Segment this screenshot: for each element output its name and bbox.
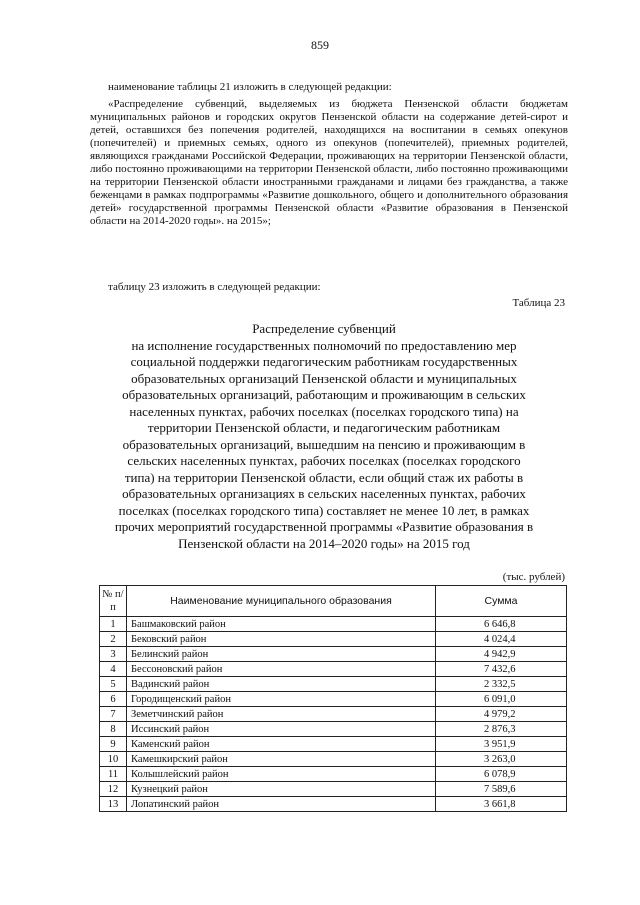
title-line: населенных пунктах, рабочих поселках (поселках городского типа) на [129, 403, 519, 419]
table-row [100, 647, 567, 662]
table-row [100, 722, 567, 737]
row-name: Каменский район [127, 737, 436, 752]
table-row [100, 752, 567, 767]
row-sum: 6 091,0 [436, 692, 567, 707]
row-number: 3 [100, 647, 127, 662]
table-row [100, 737, 567, 752]
table-row [100, 617, 567, 632]
title-line: образовательных организаций Пензенской области и муниципальных [131, 370, 517, 386]
row-sum: 4 979,2 [436, 707, 567, 722]
table-row [100, 797, 567, 812]
row-sum: 4 024,4 [436, 632, 567, 647]
row-number: 8 [100, 722, 127, 737]
title-line: Распределение субвенций [252, 321, 396, 336]
subsidy-table [99, 585, 567, 812]
row-number: 12 [100, 782, 127, 797]
row-number: 1 [100, 617, 127, 632]
title-line: прочих мероприятий государственной программы «Развитие образования в [114, 519, 534, 534]
row-name: Вадинский район [127, 677, 436, 692]
table-row [100, 782, 567, 797]
row-sum: 3 951,9 [436, 737, 567, 752]
title-line: на исполнение государственных полномочий по предоставлению мер [131, 337, 517, 353]
row-name: Иссинский район [127, 722, 436, 737]
row-number: 2 [100, 632, 127, 647]
row-name: Земетчинский район [127, 707, 436, 722]
table-row [100, 677, 567, 692]
row-sum: 2 876,3 [436, 722, 567, 737]
row-name: Бековский район [127, 632, 436, 647]
row-sum: 2 332,5 [436, 677, 567, 692]
row-number: 9 [100, 737, 127, 752]
row-sum: 6 646,8 [436, 617, 567, 632]
row-name: Камешкирский район [127, 752, 436, 767]
row-name: Кузнецкий район [127, 782, 436, 797]
quote-paragraph: «Распределение субвенций, выделяемых из бюджета Пензенской области бюджетам муниципальных районов и городских округов Пензенской области на содержание детей-сирот и детей, оставшихся без попечения родителей, находящихся на воспитании в семьях опекунов (попечителей) и приемных семьях, одного из опекунов (попечителей), приемных родителей, являющихся гражданами Российской Федерации, проживающих на территории Пензенской области, либо постоянно проживающими на территории Пензенской области, либо постоянно проживающими на территории Пензенской области иностранными гражданами и лицами без гражданства, а также беженцами в рамках подпрограммы «Развитие дошкольного, общего и дополнительного образования детей» государственной программы Пензенской области «Развитие образования в Пензенской области на 2014-2020 годы». на 2015»; [90, 98, 568, 227]
row-name: Башмаковский район [127, 617, 436, 632]
table-body [100, 617, 567, 812]
row-sum: 3 661,8 [436, 797, 567, 812]
title-line: образовательных организациях в сельских населенных пунктах, рабочих [122, 486, 526, 501]
row-number: 11 [100, 767, 127, 782]
title-line: типа) на территории Пензенской области, если общий стаж их работы в [124, 469, 524, 485]
table-row [100, 707, 567, 722]
table-row [100, 662, 567, 677]
row-name: Бессоновский район [127, 662, 436, 677]
table23-instruction: таблицу 23 изложить в следующей редакции: [108, 281, 321, 293]
table-header-row [100, 586, 567, 617]
title-line: образовательных организаций, вышедшим на пенсию и проживающим в [122, 436, 526, 452]
table-row [100, 767, 567, 782]
row-sum: 7 589,6 [436, 782, 567, 797]
title-line: сельских населенных пунктах, рабочих поселках (поселках городского [127, 453, 521, 468]
units-label: (тыс. рублей) [502, 571, 565, 583]
page-number: 859 [311, 38, 329, 52]
title-line: поселках (поселках городского типа) составляет не менее 10 лет, в рамках [118, 502, 530, 518]
row-name: Городищенский район [127, 692, 436, 707]
row-name: Колышлейский район [127, 767, 436, 782]
title-line: территории Пензенской области, и педагогическим работникам [147, 420, 501, 435]
row-number: 6 [100, 692, 127, 707]
table-row [100, 632, 567, 647]
row-sum: 6 078,9 [436, 767, 567, 782]
row-name: Белинский район [127, 647, 436, 662]
row-number: 5 [100, 677, 127, 692]
header-sum: Сумма [436, 586, 567, 617]
row-sum: 7 432,6 [436, 662, 567, 677]
title-line: социальной поддержки педагогическим работникам государственных [130, 354, 518, 369]
header-name: Наименование муниципального образования [127, 586, 436, 617]
row-number: 13 [100, 797, 127, 812]
row-sum: 4 942,9 [436, 647, 567, 662]
intro-line: наименование таблицы 21 изложить в следующей редакции: [108, 81, 392, 93]
row-number: 10 [100, 752, 127, 767]
header-num: № п/п [100, 586, 127, 617]
table-label: Таблица 23 [512, 297, 565, 309]
title-line: образовательных организаций, работающим и проживающим в сельских [122, 387, 526, 402]
row-number: 7 [100, 707, 127, 722]
row-sum: 3 263,0 [436, 752, 567, 767]
row-number: 4 [100, 662, 127, 677]
title-line: Пензенской области на 2014–2020 годы» на 2015 год [178, 535, 470, 551]
table-title [60, 321, 588, 552]
table-row [100, 692, 567, 707]
row-name: Лопатинский район [127, 797, 436, 812]
